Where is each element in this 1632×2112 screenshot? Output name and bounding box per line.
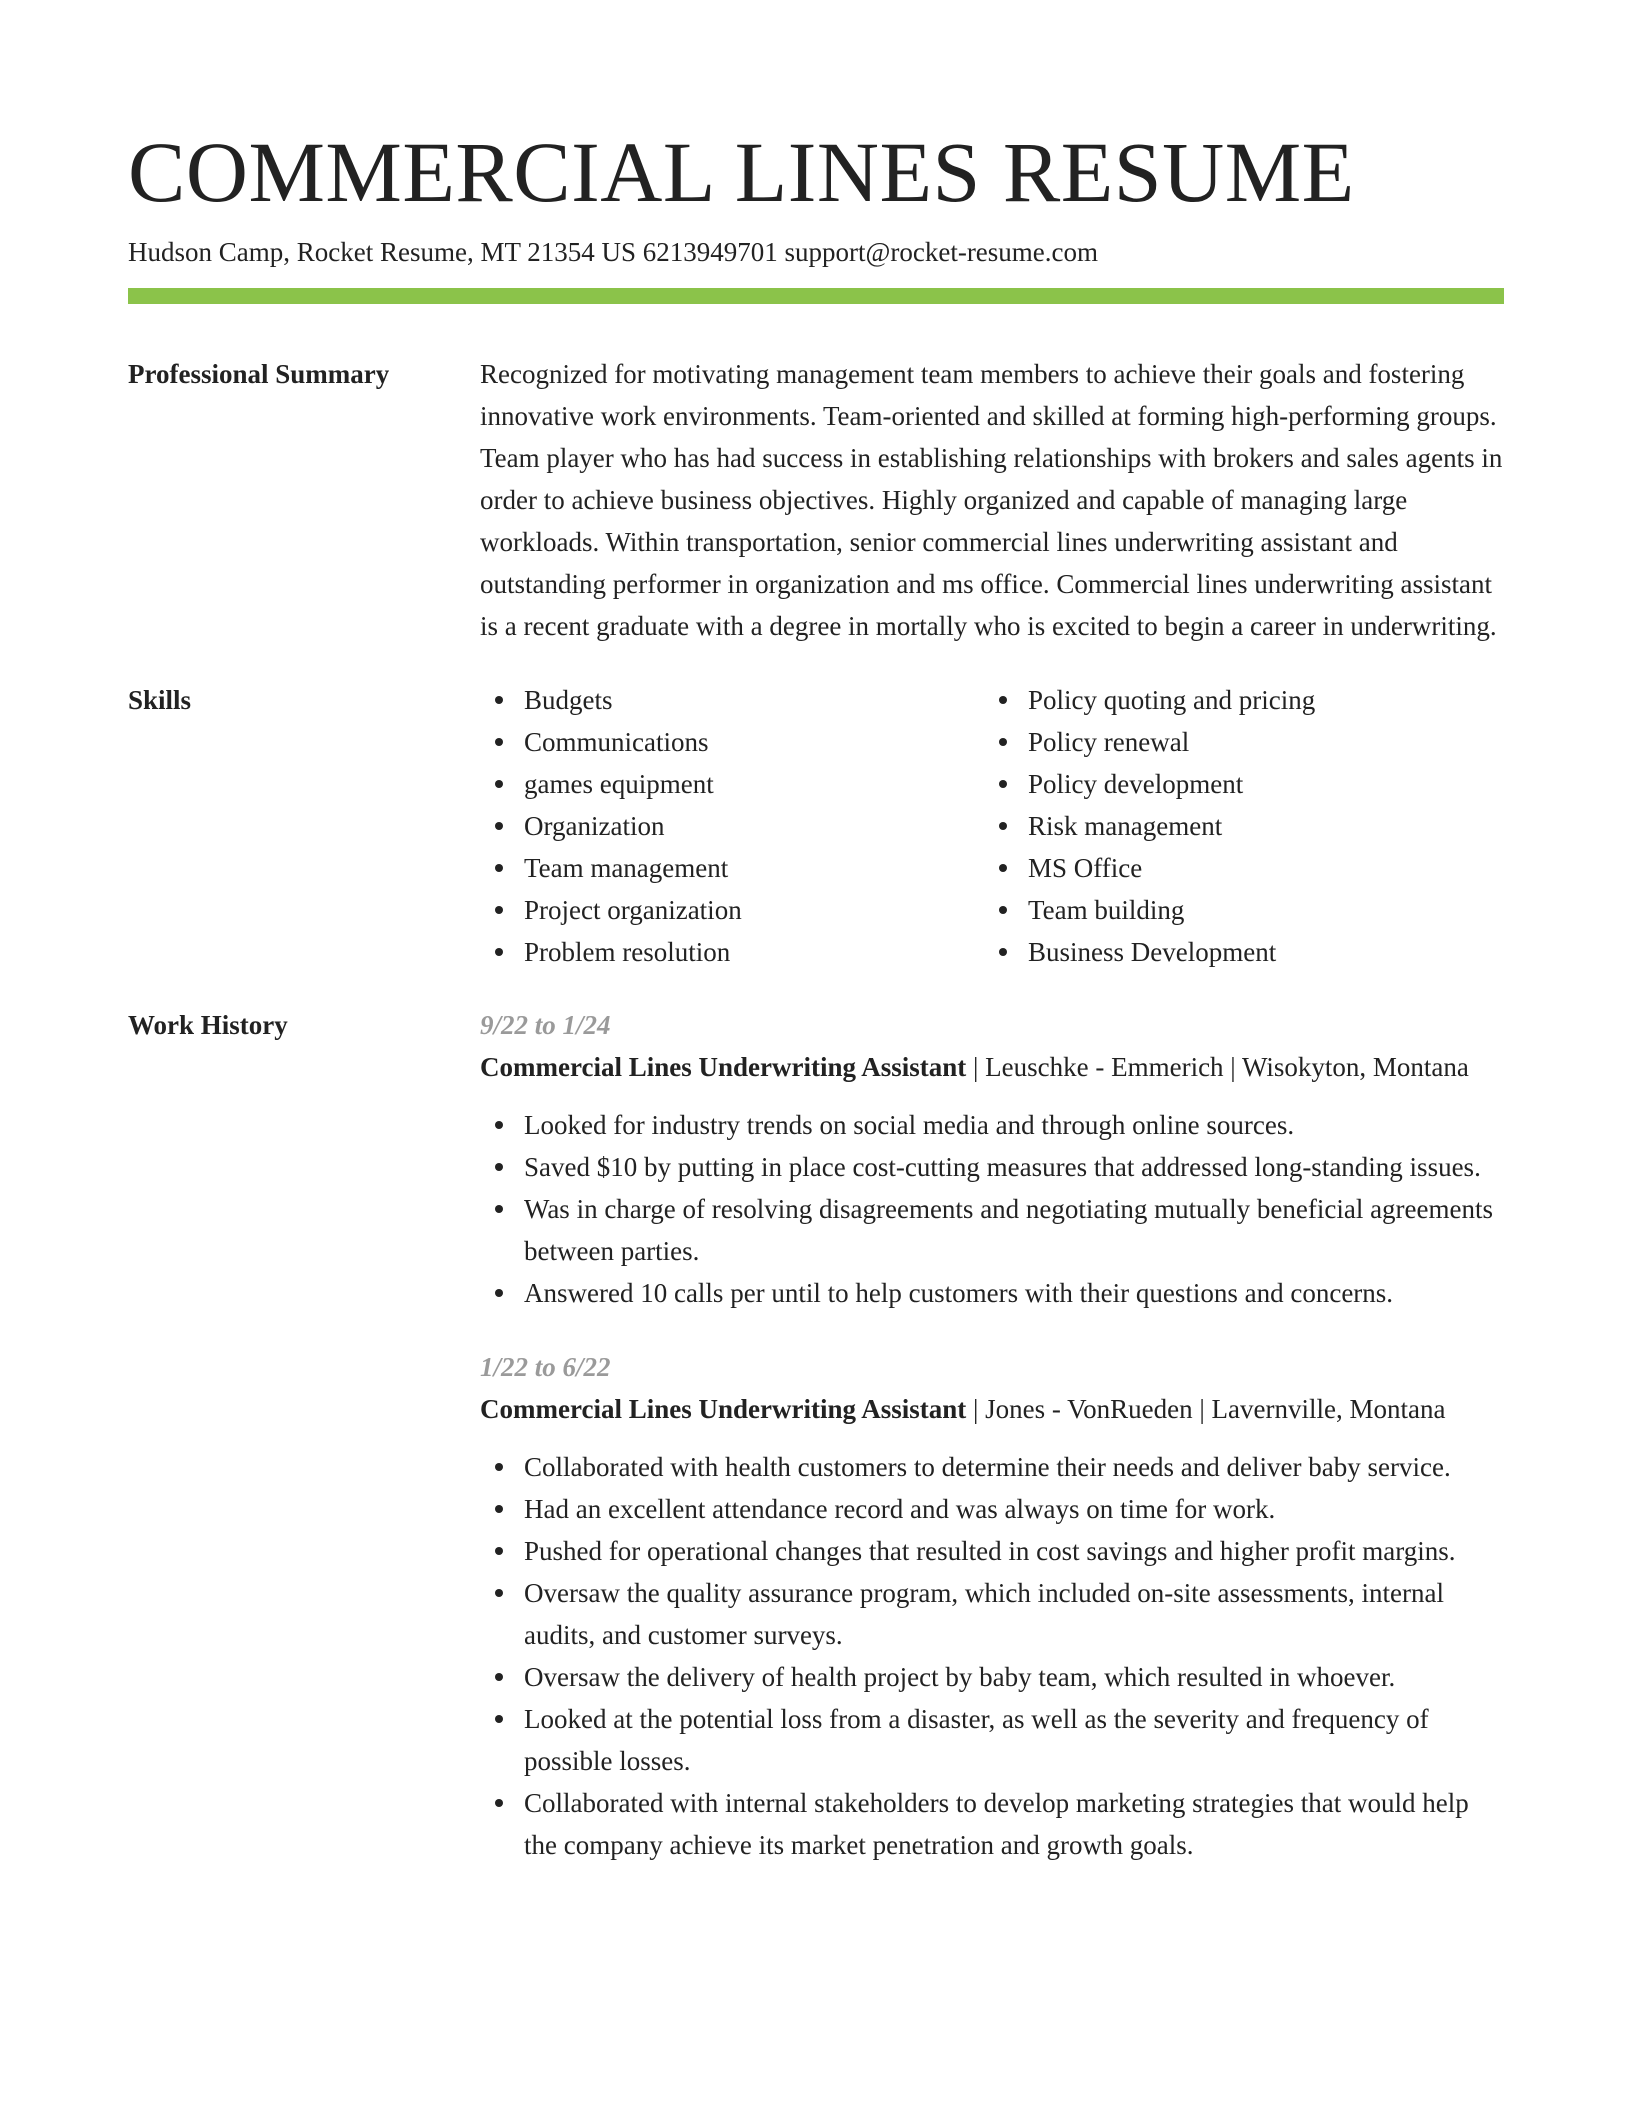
work-history-section [128, 1004, 1504, 1866]
skill-item: Organization [480, 805, 984, 847]
skill-item: Business Development [984, 931, 1488, 973]
job-bullet: Looked at the potential loss from a disaster, as well as the severity and frequency of possible losses. [480, 1698, 1504, 1782]
skills-section [128, 679, 1504, 973]
job-title: Commercial Lines Underwriting Assistant [480, 1052, 967, 1082]
job-details: | Leuschke - Emmerich | Wisokyton, Montana [966, 1052, 1469, 1082]
job-dates: 9/22 to 1/24 [480, 1010, 611, 1040]
skills-list-right [984, 679, 1488, 973]
job-bullet: Collaborated with health customers to determine their needs and deliver baby service. [480, 1446, 1504, 1488]
job-bullet: Oversaw the quality assurance program, which included on-site assessments, internal audits, and customer surveys. [480, 1572, 1504, 1656]
contact-phone: 6213949701 [642, 237, 778, 267]
contact-name: Hudson Camp, [128, 237, 290, 267]
section-label-summary: Professional Summary [128, 359, 390, 389]
job-entry [480, 1004, 1504, 1314]
job-dates: 1/22 to 6/22 [480, 1352, 611, 1382]
job-entry [480, 1346, 1504, 1866]
job-bullet: Saved $10 by putting in place cost-cutting measures that addressed long-standing issues. [480, 1146, 1504, 1188]
contact-line [128, 234, 1504, 270]
job-heading [480, 1388, 1504, 1430]
skill-item: Policy development [984, 763, 1488, 805]
skill-item: Team building [984, 889, 1488, 931]
summary-text: Recognized for motivating management team members to achieve their goals and fostering innovative work environments. Team-oriented and skilled at forming high-performing groups. Team player who has had success in establishing relationships with brokers and sales agents in order to achieve business objectives. Highly organized and capable of managing large workloads. Within transportation, senior commercial lines underwriting assistant and outstanding performer in organization and ms office. Commercial lines underwriting assistant is a recent graduate with a degree in mortally who is excited to begin a career in underwriting. [480, 359, 1503, 641]
skill-item: games equipment [480, 763, 984, 805]
section-label-skills: Skills [128, 685, 192, 715]
skill-item: Policy quoting and pricing [984, 679, 1488, 721]
job-bullets [480, 1104, 1504, 1314]
contact-email[interactable]: support@rocket-resume.com [784, 237, 1099, 267]
job-bullet: Pushed for operational changes that resulted in cost savings and higher profit margins. [480, 1530, 1504, 1572]
job-bullet: Answered 10 calls per until to help customers with their questions and concerns. [480, 1272, 1504, 1314]
job-bullet: Was in charge of resolving disagreements and negotiating mutually beneficial agreements between parties. [480, 1188, 1504, 1272]
job-bullets [480, 1446, 1504, 1866]
job-bullet: Collaborated with internal stakeholders to develop marketing strategies that would help the company achieve its market penetration and growth goals. [480, 1782, 1504, 1866]
job-title: Commercial Lines Underwriting Assistant [480, 1394, 967, 1424]
job-bullet: Looked for industry trends on social media and through online sources. [480, 1104, 1504, 1146]
skill-item: Problem resolution [480, 931, 984, 973]
skill-item: Policy renewal [984, 721, 1488, 763]
job-heading [480, 1046, 1504, 1088]
skill-item: Risk management [984, 805, 1488, 847]
skills-list-left [480, 679, 984, 973]
skill-item: Project organization [480, 889, 984, 931]
work-history-body [480, 1004, 1504, 1866]
resume-title: COMMERCIAL LINES RESUME [128, 124, 1355, 220]
job-bullet: Had an excellent attendance record and was always on time for work. [480, 1488, 1504, 1530]
contact-address: Rocket Resume, MT 21354 US [296, 237, 636, 267]
skills-columns [480, 679, 1504, 973]
resume-page [128, 118, 1504, 1866]
skill-item: Communications [480, 721, 984, 763]
header-divider [128, 288, 1504, 304]
job-bullet: Oversaw the delivery of health project by baby team, which resulted in whoever. [480, 1656, 1504, 1698]
section-label-work-history: Work History [128, 1010, 288, 1040]
professional-summary-section [128, 353, 1504, 647]
skill-item: Budgets [480, 679, 984, 721]
skill-item: MS Office [984, 847, 1488, 889]
job-details: | Jones - VonRueden | Lavernville, Montana [966, 1394, 1446, 1424]
skill-item: Team management [480, 847, 984, 889]
